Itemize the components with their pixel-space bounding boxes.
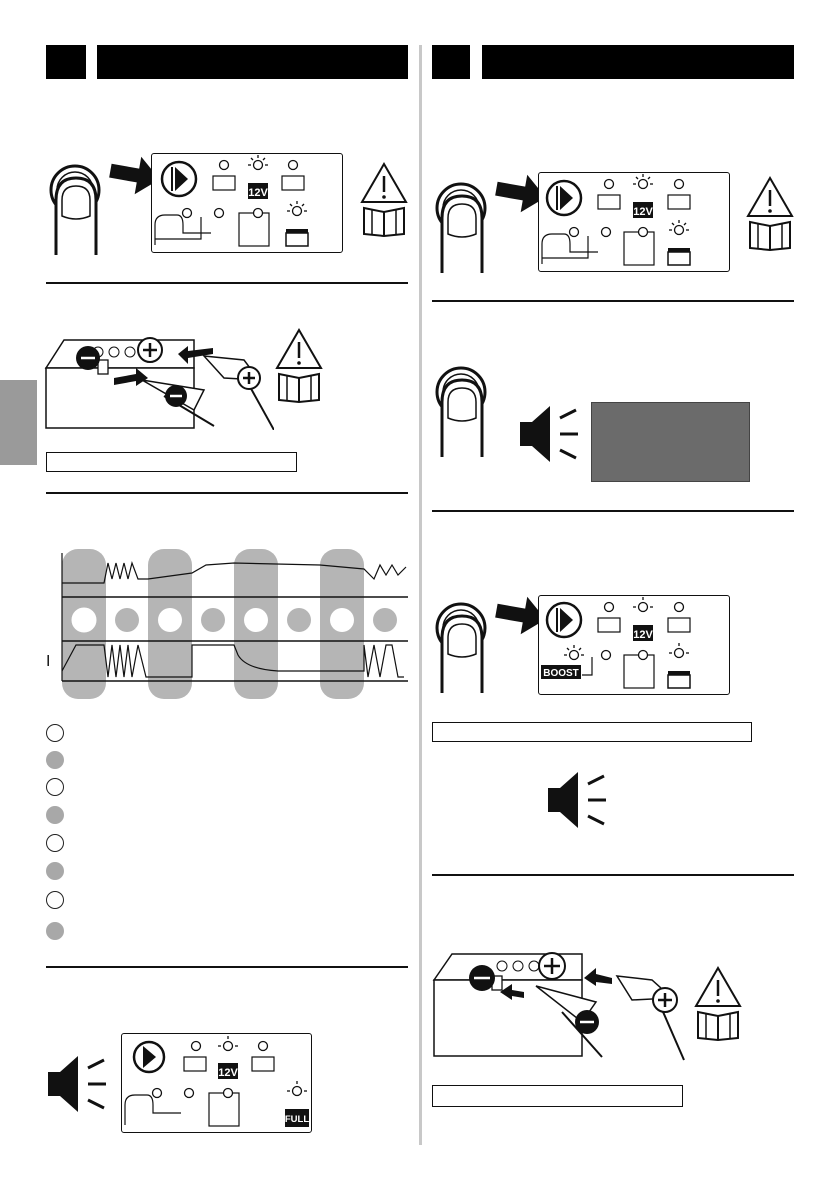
- speaker-icon-3: [546, 766, 608, 834]
- warning-manual-icon-2: [275, 328, 323, 403]
- left-rule-3: [46, 966, 408, 968]
- control-panel-boost-drawing: [538, 595, 730, 695]
- column-divider: [419, 45, 422, 1145]
- finger-press-icon-3: [434, 362, 494, 462]
- svg-text:BOOST: BOOST: [543, 668, 579, 679]
- legend-phase-5: [46, 834, 64, 852]
- control-panel-1-drawing: [151, 153, 343, 253]
- current-axis-label: I: [46, 652, 51, 670]
- legend-phase-1: [46, 724, 64, 742]
- note-box-1: [46, 452, 297, 472]
- battery-connection-diagram-1: [44, 330, 274, 430]
- finger-press-icon-4: [434, 598, 494, 698]
- right-rule-1: [432, 300, 794, 302]
- left-section-number-block: [46, 45, 86, 79]
- side-language-tab: [0, 380, 37, 465]
- speaker-icon-2: [518, 400, 580, 468]
- svg-text:12V: 12V: [633, 629, 653, 641]
- control-panel-full-drawing: [121, 1033, 313, 1133]
- legend-phase-2: [46, 751, 64, 769]
- left-section-title-bar: [97, 45, 408, 79]
- legend-phase-7: [46, 891, 64, 909]
- warning-manual-icon-1: [360, 162, 408, 237]
- battery-connection-diagram-2: [432, 952, 692, 1062]
- finger-press-icon-2: [434, 178, 494, 278]
- note-box-2: [432, 722, 752, 742]
- right-section-number-block: [432, 45, 470, 79]
- warning-manual-icon-4: [694, 966, 742, 1041]
- speaker-icon-1: [46, 1050, 108, 1118]
- note-box-3: [432, 1085, 683, 1107]
- legend-phase-6: [46, 862, 64, 880]
- right-rule-3: [432, 874, 794, 876]
- left-rule-2: [46, 492, 408, 494]
- svg-text:12V: 12V: [218, 1067, 238, 1079]
- svg-text:FULL: FULL: [284, 1114, 310, 1125]
- warning-manual-icon-3: [746, 176, 794, 251]
- left-rule-1: [46, 282, 408, 284]
- right-section-title-bar: [482, 45, 794, 79]
- legend-phase-3: [46, 778, 64, 796]
- display-placeholder-box: [591, 402, 750, 482]
- control-panel-2-drawing: [538, 172, 730, 272]
- svg-text:12V: 12V: [248, 187, 268, 199]
- svg-text:12V: 12V: [633, 206, 653, 218]
- charge-curve-chart: [46, 545, 410, 700]
- right-rule-2: [432, 510, 794, 512]
- legend-phase-8: [46, 922, 64, 940]
- finger-press-icon: [48, 160, 108, 260]
- legend-phase-4: [46, 806, 64, 824]
